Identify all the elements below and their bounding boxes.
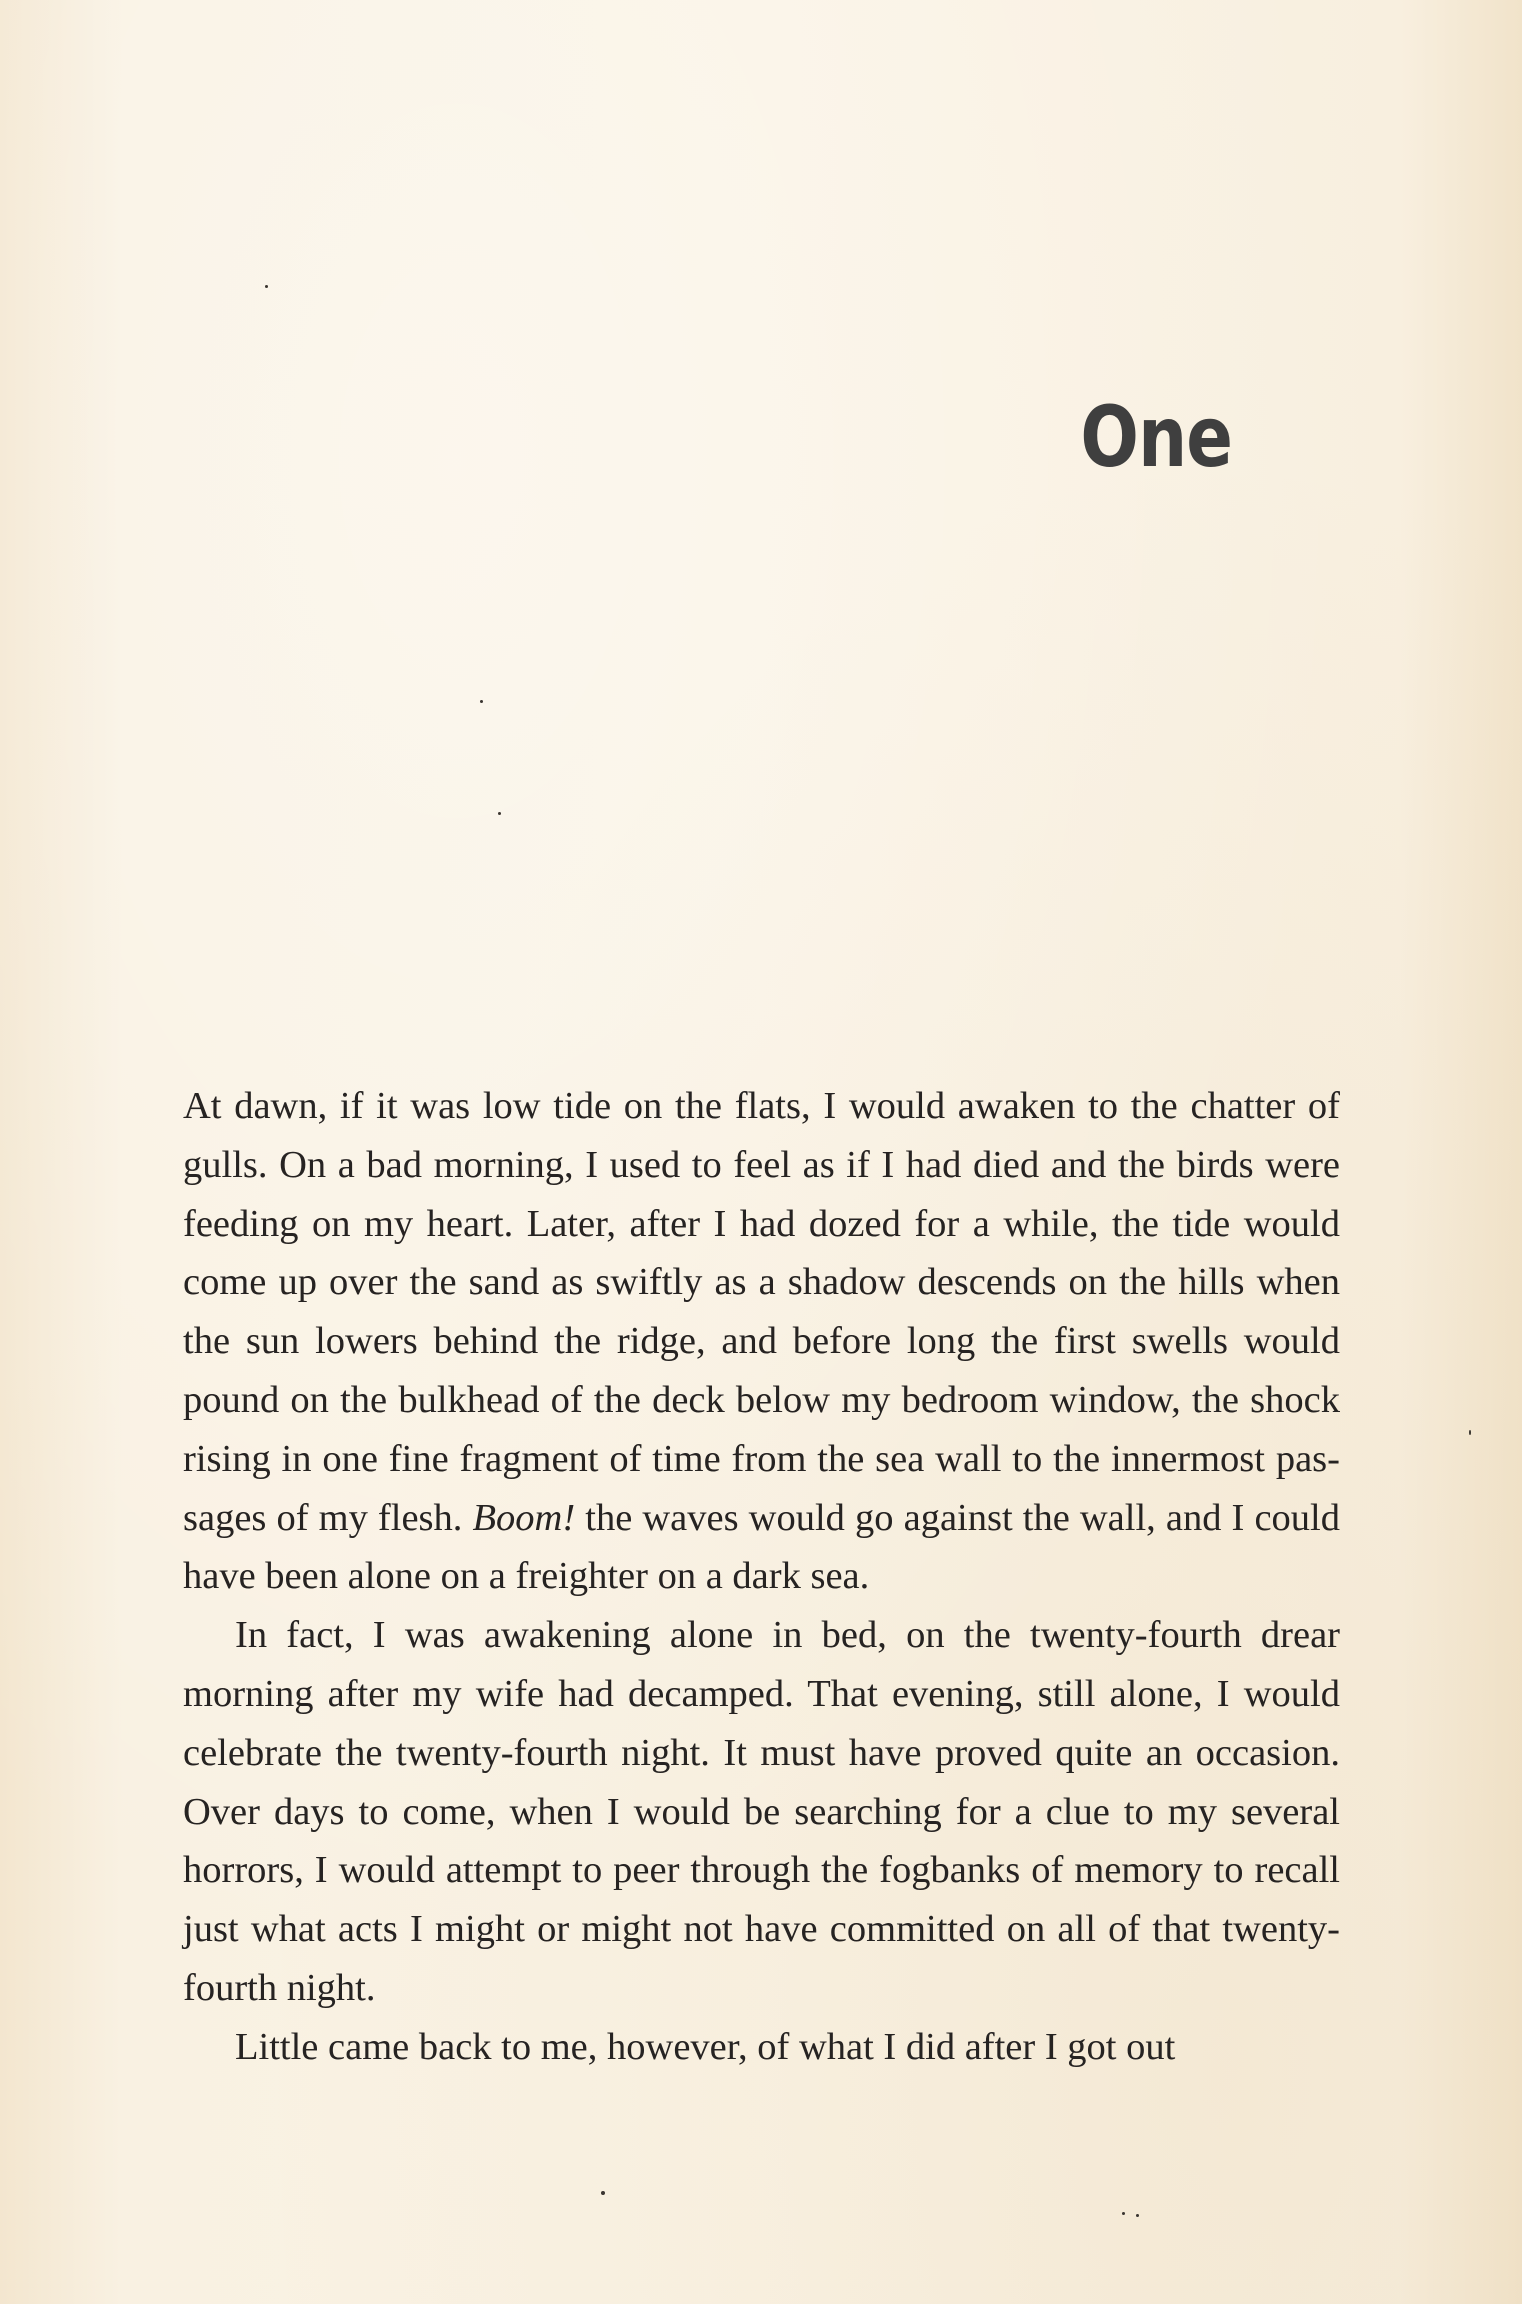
- paragraph-2: In fact, I was awakening alone in bed, on the twenty-fourth drear morning after my wife had decamped. That evening, still alone, I would celebrate the twenty-fourth night. It must have proved quite an occasion. Over days to come, when I would be searching for a clue to my several horrors, I would attempt to peer through the fogbanks of memory to recall just what acts I might or might not have committed on all of that twenty-fourth night.: [183, 1614, 1340, 2009]
- paper-speck: [1122, 2212, 1125, 2215]
- paper-speck: [265, 285, 268, 288]
- paragraph-1-text-end: the waves would go against the wall, and I could have been alone on a freighter on a dark sea.: [183, 1496, 1341, 1598]
- paper-speck: [1469, 1430, 1471, 1435]
- paragraph-3: Little came back to me, however, of what I did after I got out: [235, 2025, 1176, 2068]
- paper-speck: [480, 700, 483, 703]
- paragraph-1-italic-word: Boom!: [472, 1496, 576, 1539]
- paper-speck: [601, 2191, 605, 2195]
- chapter-title: One: [1080, 388, 1232, 486]
- paragraph-1: [183, 1077, 1340, 1606]
- body-text: [183, 1077, 1340, 2077]
- paper-speck: [1136, 2214, 1139, 2217]
- paper-speck: [498, 812, 501, 815]
- paragraph-1-text-start: At dawn, if it was low tide on the flats, I would awaken to the chatter of gulls. On a bad morning, I used to feel as if I had died and the birds were feeding on my heart. Later, after I had dozed for a while, the tide would come up over the sand as swiftly as a shadow descends on the hills when the sun lowers behind the ridge, and before long the first swells would pound on the bulkhead of the deck below my bedroom window, the shock rising in one fine fragment of time from the sea wall to the innermost passages of my flesh.: [183, 1085, 1340, 1539]
